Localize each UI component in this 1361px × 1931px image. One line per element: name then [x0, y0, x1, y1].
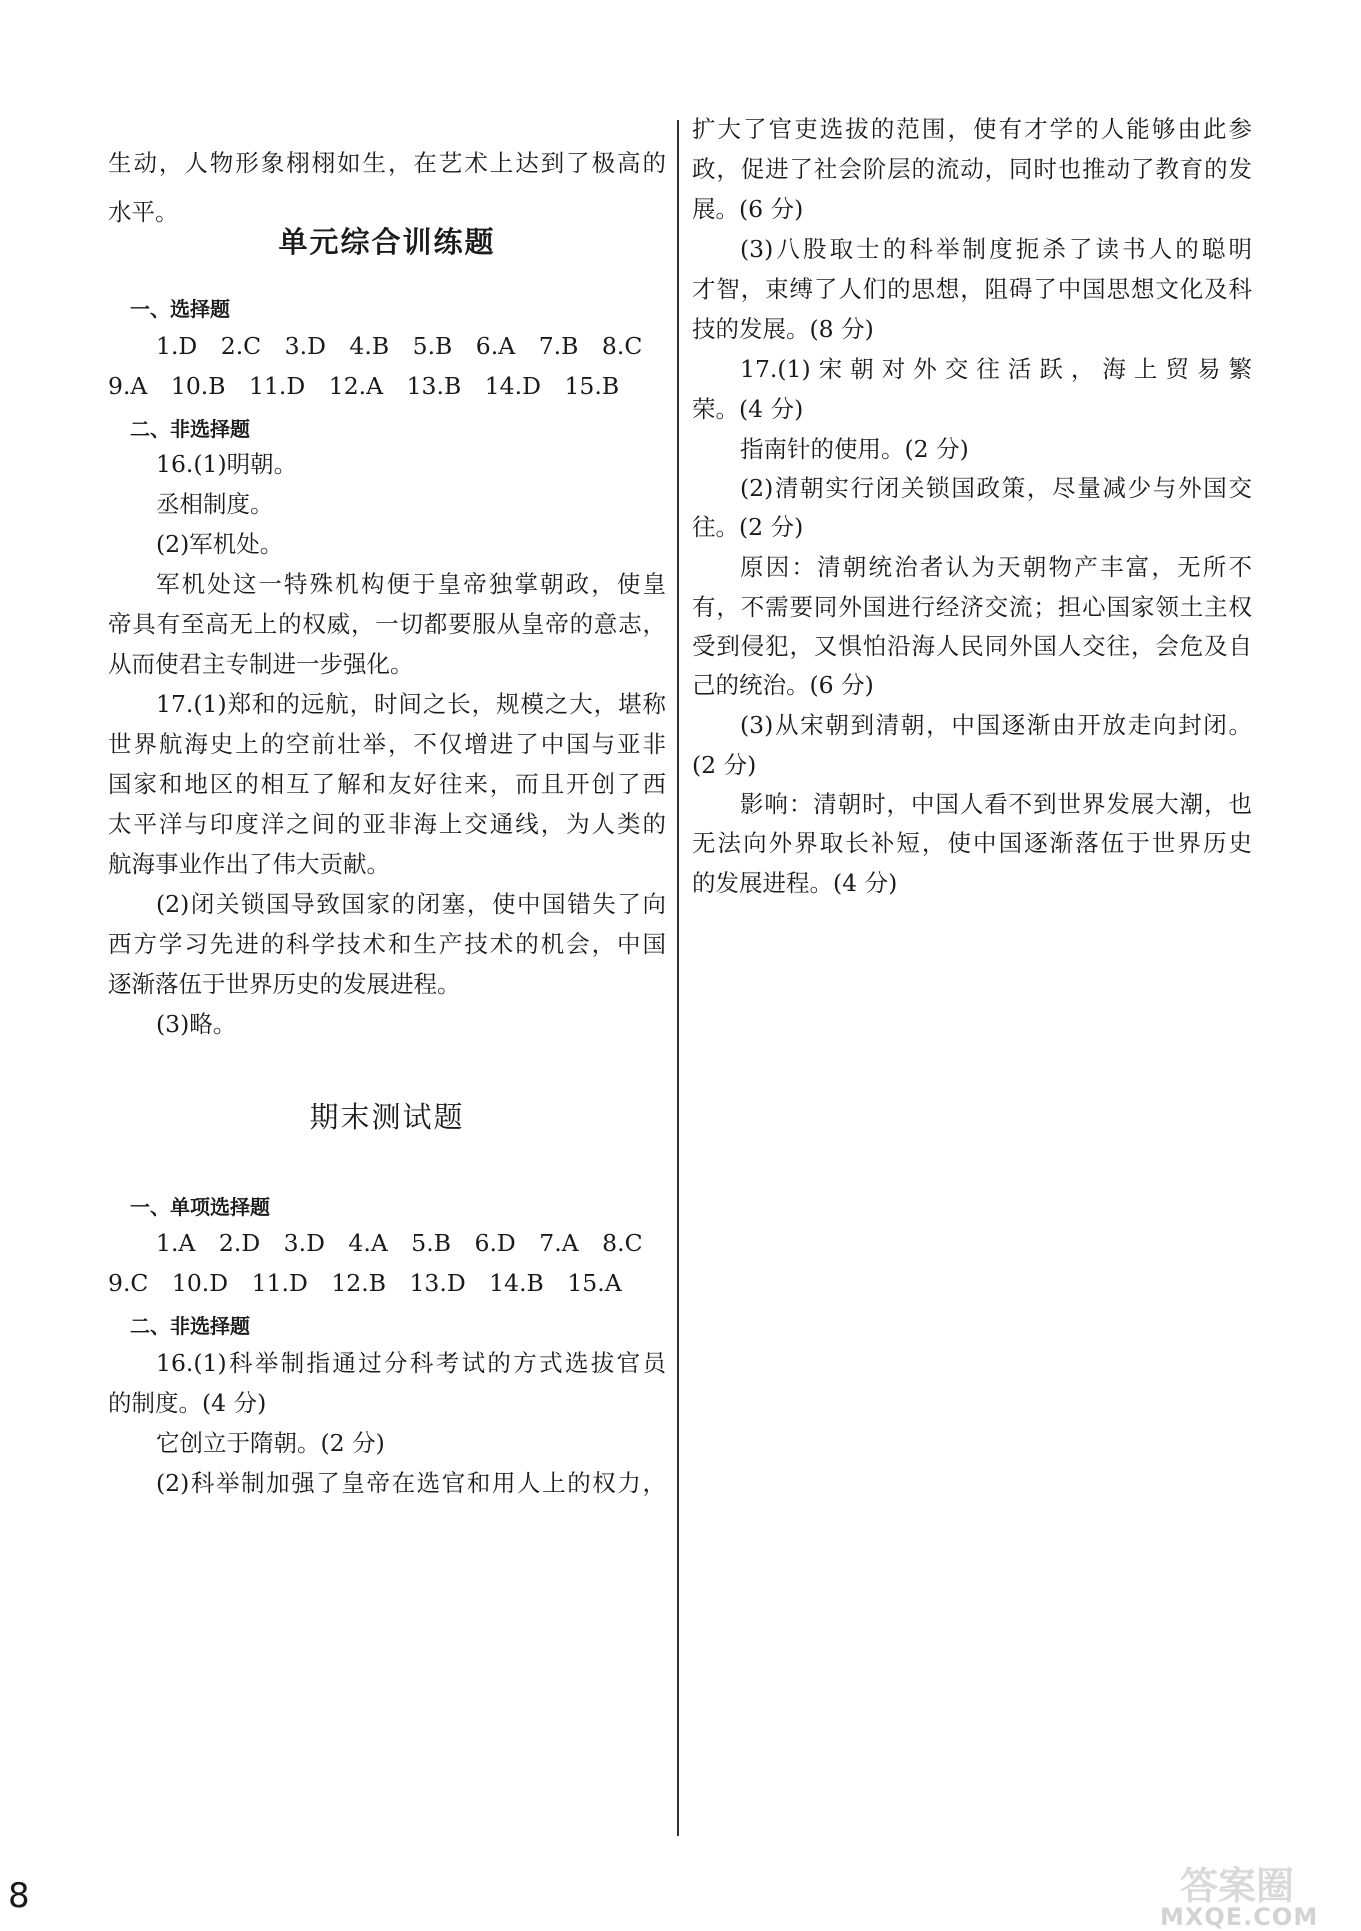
- text-line: 影响：清朝时，中国人看不到世界发展大潮，也: [740, 790, 1252, 818]
- unit-choice-heading: 一、选择题: [130, 297, 230, 321]
- text-line: 才智，束缚了人们的思想，阻碍了中国思想文化及科: [692, 275, 1252, 303]
- text-line: 它创立于隋朝。(2 分): [156, 1429, 385, 1457]
- text-line: 原因：清朝统治者认为天朝物产丰富，无所不: [740, 553, 1252, 581]
- text-line: 16.(1)科举制指通过分科考试的方式选拔官员: [156, 1349, 666, 1377]
- unit-nonchoice-heading: 二、非选择题: [130, 417, 250, 441]
- unit-review-title: 单元综合训练题: [278, 225, 496, 259]
- answer-line: 9.A 10.B 11.D 12.A 13.B 14.D 15.B: [108, 372, 620, 400]
- text-line: 有，不需要同外国进行经济交流；担心国家领土主权: [692, 593, 1252, 621]
- final-exam-title: 期末测试题: [309, 1100, 465, 1134]
- text-line: (2 分): [692, 751, 757, 779]
- text-line: 生动，人物形象栩栩如生，在艺术上达到了极高的: [108, 149, 666, 177]
- answer-line: 1.D 2.C 3.D 4.B 5.B 6.A 7.B 8.C: [156, 332, 643, 360]
- page-number: 8: [8, 1876, 30, 1916]
- text-line: 的发展进程。(4 分): [692, 869, 898, 897]
- text-line: 太平洋与印度洋之间的亚非海上交通线，为人类的: [108, 810, 666, 838]
- text-line: 水平。: [108, 198, 179, 226]
- text-line: 扩大了官吏选拔的范围，使有才学的人能够由此参: [692, 115, 1252, 143]
- final-choice-heading: 一、单项选择题: [130, 1195, 270, 1219]
- watermark-url: MXQE.COM: [1160, 1903, 1319, 1931]
- text-line: 己的统治。(6 分): [692, 671, 874, 699]
- text-line: 国家和地区的相互了解和友好往来，而且开创了西: [108, 770, 666, 798]
- column-divider: [677, 120, 679, 1836]
- text-line: (3)略。: [156, 1010, 237, 1038]
- text-line: (2)科举制加强了皇帝在选官和用人上的权力，: [156, 1469, 666, 1497]
- text-line: 西方学习先进的科学技术和生产技术的机会，中国: [108, 930, 666, 958]
- text-line: 政，促进了社会阶层的流动，同时也推动了教育的发: [692, 155, 1252, 183]
- text-line: 从而使君主专制进一步强化。: [108, 650, 414, 678]
- text-line: 受到侵犯，又惧怕沿海人民同外国人交往，会危及自: [692, 632, 1252, 660]
- text-line: 航海事业作出了伟大贡献。: [108, 850, 390, 878]
- text-line: 展。(6 分): [692, 195, 804, 223]
- text-line: (2)清朝实行闭关锁国政策，尽量减少与外国交: [740, 474, 1252, 502]
- text-line: 帝具有至高无上的权威，一切都要服从皇帝的意志，: [108, 610, 666, 638]
- text-line: 指南针的使用。(2 分): [740, 435, 969, 463]
- watermark-logo: 答案圈: [1180, 1864, 1295, 1908]
- text-line: 的制度。(4 分): [108, 1389, 267, 1417]
- text-line: 技的发展。(8 分): [692, 315, 874, 343]
- text-line: (2)军机处。: [156, 530, 284, 558]
- text-line: (3)从宋朝到清朝，中国逐渐由开放走向封闭。: [740, 711, 1252, 739]
- final-nonchoice-heading: 二、非选择题: [130, 1314, 250, 1338]
- text-line: 世界航海史上的空前壮举，不仅增进了中国与亚非: [108, 730, 666, 758]
- answer-line: 9.C 10.D 11.D 12.B 13.D 14.B 15.A: [108, 1269, 622, 1297]
- text-line: 军机处这一特殊机构便于皇帝独掌朝政，使皇: [156, 570, 666, 598]
- text-line: 无法向外界取长补短，使中国逐渐落伍于世界历史: [692, 829, 1252, 857]
- text-line: 16.(1)明朝。: [156, 450, 298, 478]
- text-line: 逐渐落伍于世界历史的发展进程。: [108, 970, 461, 998]
- answer-line: 1.A 2.D 3.D 4.A 5.B 6.D 7.A 8.C: [156, 1229, 643, 1257]
- text-line: 丞相制度。: [156, 490, 274, 518]
- text-line: (3)八股取士的科举制度扼杀了读书人的聪明: [740, 235, 1252, 263]
- text-line: 17.(1)郑和的远航，时间之长，规模之大，堪称: [156, 690, 666, 718]
- text-line: (2)闭关锁国导致国家的闭塞，使中国错失了向: [156, 890, 666, 918]
- text-line: 往。(2 分): [692, 513, 804, 541]
- text-line: 17.(1)宋朝对外交往活跃，海上贸易繁: [740, 355, 1252, 383]
- watermark: [1160, 1855, 1360, 1930]
- text-line: 荣。(4 分): [692, 395, 804, 423]
